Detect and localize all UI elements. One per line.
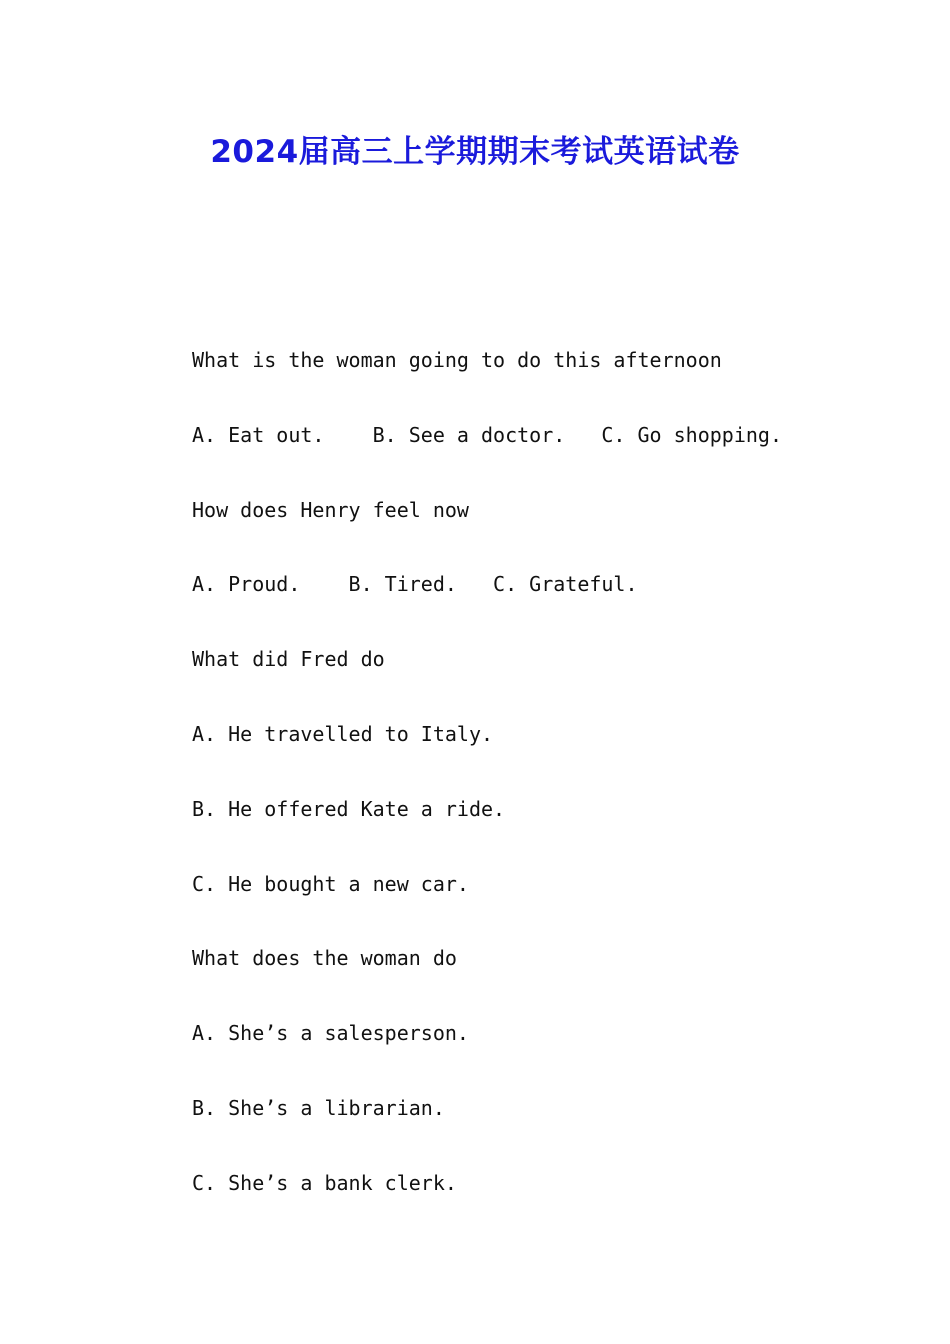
question-1: What is the woman going to do this afternoon — [192, 348, 722, 372]
question-3-option-c: C. He bought a new car. — [192, 871, 469, 896]
question-4-option-c: C. She’s a bank clerk. — [192, 1170, 457, 1195]
question-2-options: A. Proud. B. Tired. C. Grateful. — [192, 572, 638, 597]
question-4: What does the woman do — [192, 946, 457, 971]
question-3-option-a: A. He travelled to Italy. — [192, 721, 494, 746]
document-body — [192, 336, 872, 1234]
question-4-option-b: B. She’s a librarian. — [192, 1095, 445, 1120]
document-title: 2024届高三上学期期末考试英语试卷 — [210, 134, 740, 170]
question-1-options: A. Eat out. B. See a doctor. C. Go shopping. — [192, 422, 783, 447]
question-2: How does Henry feel now — [192, 497, 469, 522]
question-3-option-b: B. He offered Kate a ride. — [192, 796, 506, 821]
question-4-option-a: A. She’s a salesperson. — [192, 1021, 469, 1046]
question-3: What did Fred do — [192, 647, 385, 672]
